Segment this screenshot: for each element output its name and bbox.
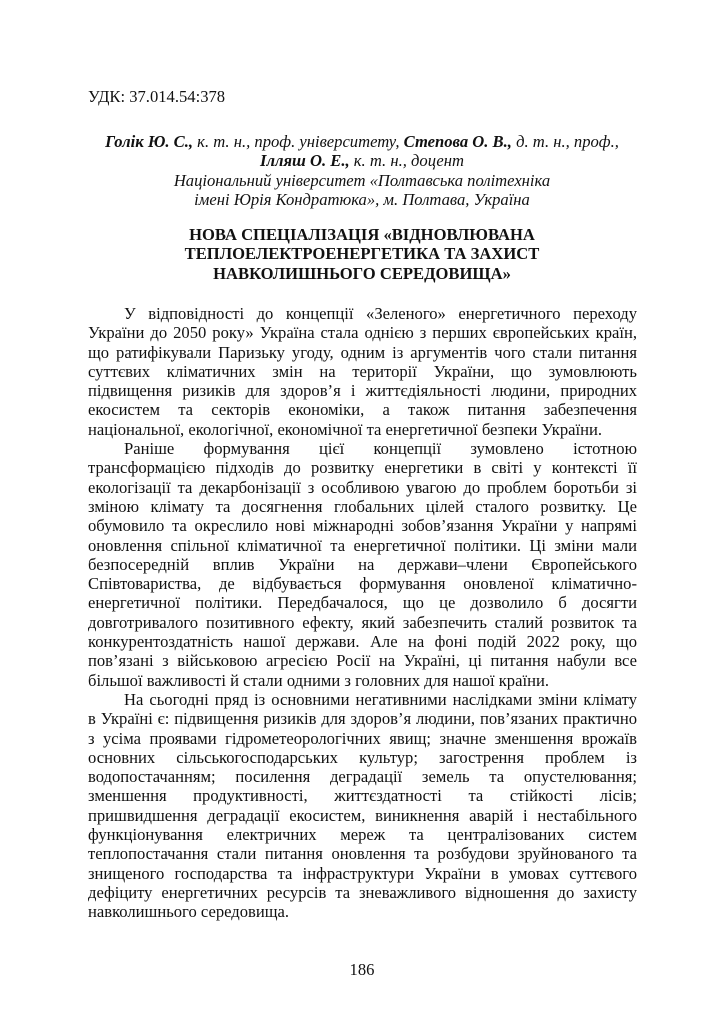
- author-credentials: к. т. н., проф. університету,: [193, 132, 404, 151]
- article-title: [60, 225, 664, 283]
- text-line: довготривалого позитивного ефекту, який забезпечить сталий розвиток та: [88, 612, 637, 632]
- paragraph: [88, 304, 637, 439]
- text-line: пов’язані з військовою агресією Росії на Україні, ці питання набули все: [88, 651, 637, 671]
- text-line: дефіциту енергетичних ресурсів та зневажливого відношення до захисту: [88, 882, 637, 902]
- text-line: суттєвих кліматичних змін на території України, що зумовлюють: [88, 361, 637, 381]
- paragraph: [88, 690, 637, 922]
- text-line: зменшення продуктивності, життєздатності та стійкості лісів;: [88, 786, 637, 806]
- author-name: Голік Ю. С.,: [105, 132, 194, 151]
- text-line: більшої важливості й стали одними з головних для нашої країни.: [88, 670, 549, 690]
- author-credentials: к. т. н., доцент: [349, 151, 464, 171]
- affiliation: Національний університет «Полтавська політехніка: [173, 170, 551, 190]
- text-line: конкурентоздатність нашої держави. Але на фоні подій 2022 року, що: [88, 632, 637, 652]
- affiliation: імені Юрія Кондратюка», м. Полтава, Україна: [194, 189, 530, 209]
- text-line: знищеного господарства та інфраструктури України в умовах суттєвого: [88, 863, 637, 883]
- author-credentials: д. т. н., проф.,: [511, 132, 619, 151]
- author-name: Степова О. В.,: [403, 132, 512, 151]
- text-line: що ратифікували Паризьку угоду, одним із аргументів чого стали питання: [88, 342, 637, 362]
- text-line: основних сільськогосподарських культур; загострення проблем із: [88, 747, 637, 767]
- text-line: національної, екологічної, економічної та енергетичної безпеки України.: [88, 419, 603, 439]
- text-line: екологізації та декарбонізації з особливою увагою до проблем боротьби зі: [88, 477, 637, 497]
- text-line: безпосередній вплив України на держави–члени Європейського: [88, 554, 637, 574]
- text-line: У відповідності до концепції «Зеленого» енергетичного переходу: [124, 304, 637, 323]
- text-line: обумовило та окреслило нові міжнародні зобов’язання України у напрямі: [88, 516, 637, 536]
- text-line: оновлення спільної кліматичної та енергетичної політики. Ці зміни мали: [88, 535, 637, 555]
- paragraph: [88, 439, 637, 690]
- page-number: 186: [349, 960, 375, 979]
- text-line: навколишнього середовища.: [88, 902, 290, 922]
- text-line: функціонування електричних мереж та централізованих систем: [88, 825, 637, 845]
- title-line: НАВКОЛИШНЬОГО СЕРЕДОВИЩА»: [213, 263, 511, 283]
- text-line: водопостачанням; посилення деградації земель та опустелювання;: [88, 767, 637, 787]
- text-line: трансформацією підходів до розвитку енергетики в світі у контексті її: [88, 458, 637, 478]
- text-line: Раніше формування цієї концепції зумовлено істотною: [124, 439, 637, 459]
- text-line: зміною клімату та досягнення глобальних цілей сталого розвитку. Це: [88, 496, 637, 516]
- text-line: в Україні є: підвищення ризиків для здоров’я людини, пов’язаних практично: [88, 709, 637, 729]
- text-line: На сьогодні пряд із основними негативними наслідками зміни клімату: [124, 689, 637, 709]
- text-line: енергетичної політики. Передбачалося, що це дозволило б досягти: [88, 593, 637, 613]
- authors-line-2: [60, 151, 664, 170]
- article-body: [88, 304, 637, 922]
- text-line: екосистем та секторів економіки, а також питання забезпечення: [88, 400, 637, 420]
- text-line: України до 2050 року» Україна стала однією з перших європейських країн,: [88, 323, 637, 343]
- title-line: НОВА СПЕЦІАЛІЗАЦІЯ «ВІДНОВЛЮВАНА: [189, 225, 535, 244]
- text-line: підвищення ризиків для здоров’я і життєдіяльності людини, природних: [88, 381, 637, 401]
- author-name: Ілляш О. Е.,: [259, 151, 350, 171]
- authors-block: [60, 132, 664, 209]
- authors-line-1: [60, 132, 664, 151]
- text-line: з усіма проявами гідрометеорологічних явищ; значне зменшення врожаїв: [88, 728, 637, 748]
- text-line: пришвидшення деградації екосистем, виникнення аварій і нестабільного: [88, 805, 637, 825]
- text-line: Співтовариства, де відбувається формування оновленої кліматично-: [88, 574, 637, 594]
- text-line: теплопостачання стали питання оновлення та розбудови зруйнованого та: [88, 844, 637, 864]
- title-line: ТЕПЛОЕЛЕКТРОЕНЕРГЕТИКА ТА ЗАХИСТ: [184, 244, 540, 264]
- udk-code: УДК: 37.014.54:378: [88, 87, 226, 106]
